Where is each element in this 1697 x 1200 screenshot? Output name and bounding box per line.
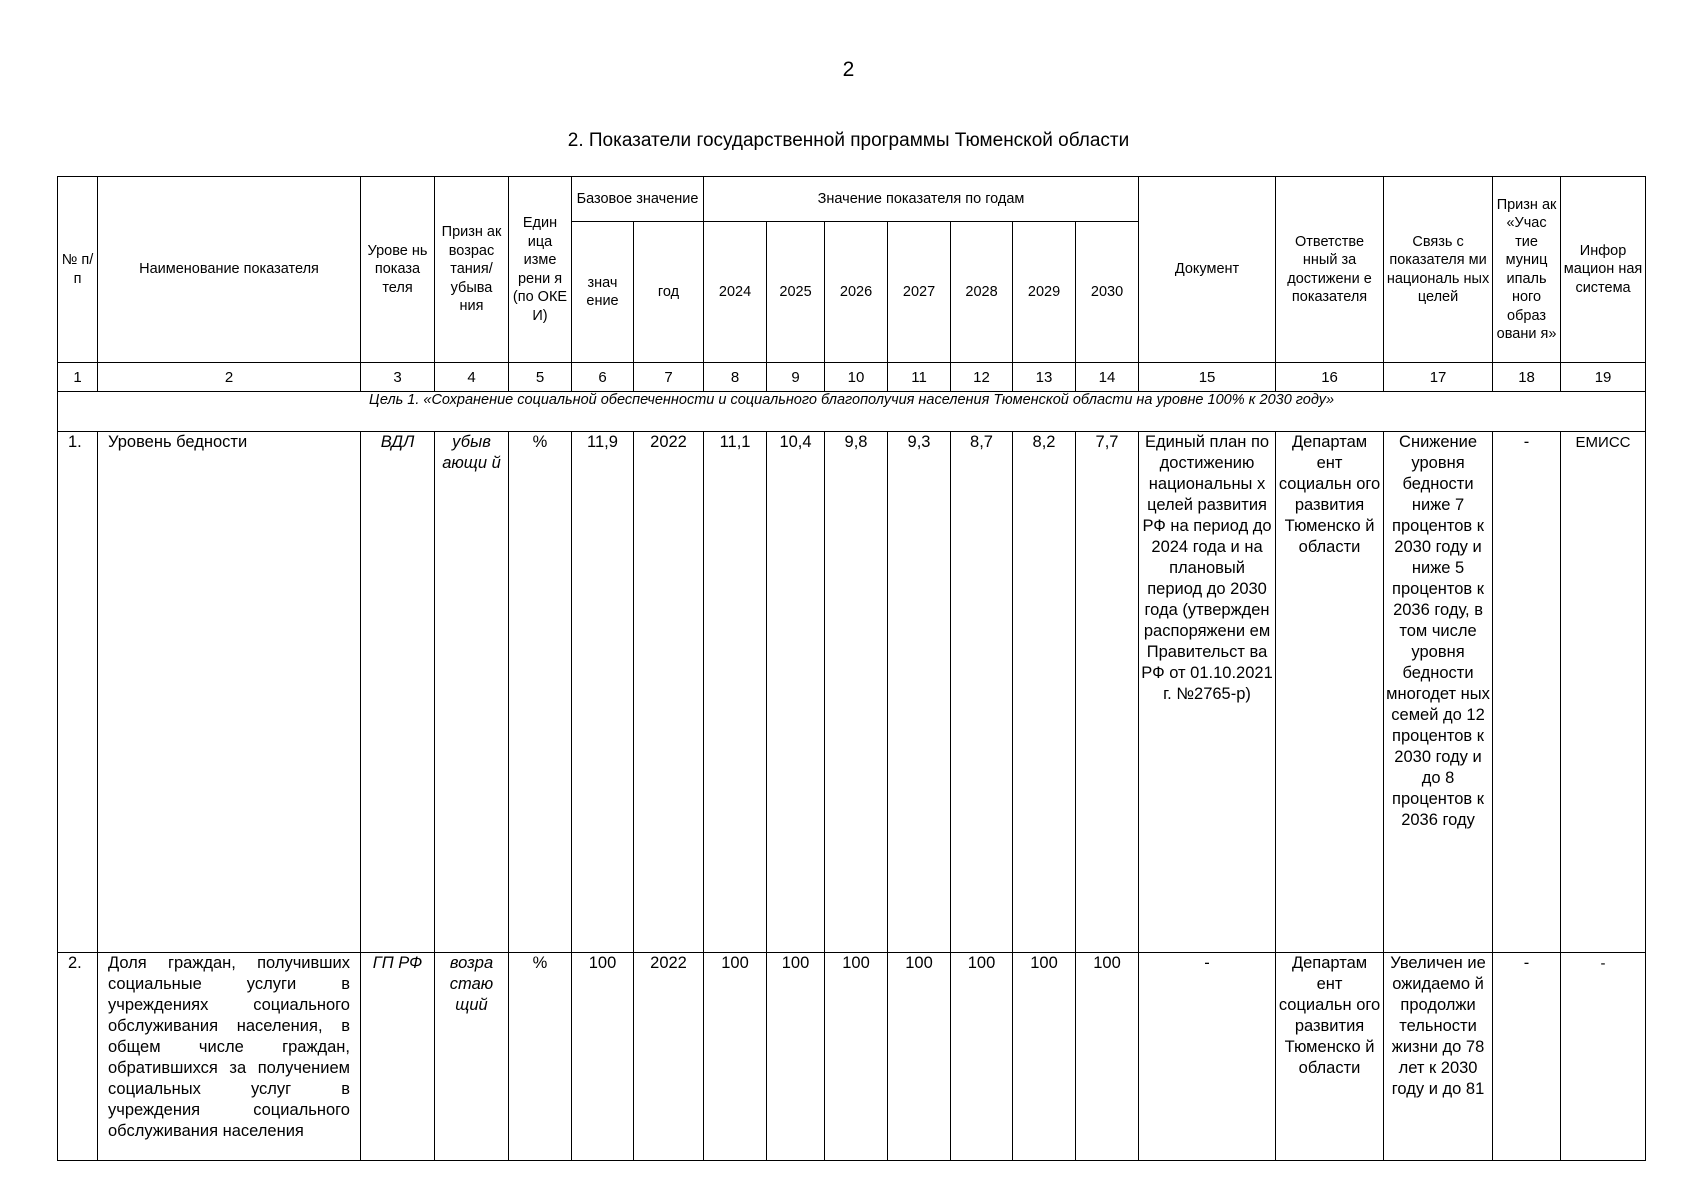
header-municipal: Призн ак «Учас тие муниц ипаль ного образ овани я»: [1493, 177, 1561, 363]
header-base-group: Базовое значение: [572, 177, 704, 222]
table-row: [58, 432, 1646, 953]
column-number: 9: [767, 363, 825, 392]
year-value: 10,4: [767, 432, 825, 953]
year-value: 100: [1013, 953, 1076, 1161]
column-numbers-row: [58, 363, 1646, 392]
header-no: № п/ п: [58, 177, 98, 363]
goal-row: [58, 392, 1646, 432]
header-unit: Един ица изме рени я (по ОКЕ И): [509, 177, 572, 363]
goal-text: Цель 1. «Сохранение социальной обеспеченности и социального благополучия населения Тюменской области на уровне 100% к 2030 году»: [58, 392, 1646, 432]
indicator-level: ГП РФ: [361, 953, 435, 1161]
header-year: 2027: [888, 222, 951, 363]
year-value: 100: [704, 953, 767, 1161]
column-number: 12: [951, 363, 1013, 392]
indicator-unit: %: [509, 432, 572, 953]
column-number: 8: [704, 363, 767, 392]
page-number: 2: [842, 58, 855, 81]
header-year: 2026: [825, 222, 888, 363]
information-system: -: [1561, 953, 1646, 1161]
base-value: 100: [572, 953, 634, 1161]
section-title: 2. Показатели государственной программы Тюменской области: [567, 130, 1130, 151]
indicator-unit: %: [509, 953, 572, 1161]
year-value: 100: [888, 953, 951, 1161]
year-value: 11,1: [704, 432, 767, 953]
information-system: ЕМИСС: [1561, 432, 1646, 953]
header-responsible: Ответстве нный за достижени е показателя: [1276, 177, 1384, 363]
national-goal-link: Снижение уровня бедности ниже 7 процентов к 2030 году и ниже 5 процентов к 2036 году, в том числе уровня бедности многодет ных семей до 12 процентов к 2030 году и до 8 процентов к 2036 году: [1384, 432, 1493, 953]
table-row: [58, 953, 1646, 1161]
document: Единый план по достижению национальны х целей развития РФ на период до 2024 года и на плановый период до 2030 года (утвержден распоряжени ем Правительст ва РФ от 01.10.2021 г. №2765-р): [1139, 432, 1276, 953]
column-number: 14: [1076, 363, 1139, 392]
column-number: 4: [435, 363, 509, 392]
responsible: Департам ент социальн ого развития Тюменско й области: [1276, 432, 1384, 953]
header-document: Документ: [1139, 177, 1276, 363]
header-link: Связь с показателя ми националь ных целей: [1384, 177, 1493, 363]
column-number: 3: [361, 363, 435, 392]
municipal-sign: -: [1493, 953, 1561, 1161]
year-value: 100: [1076, 953, 1139, 1161]
header-years-group: Значение показателя по годам: [704, 177, 1139, 222]
indicator-level: ВДЛ: [361, 432, 435, 953]
column-number: 18: [1493, 363, 1561, 392]
responsible: Департам ент социальн ого развития Тюменско й области: [1276, 953, 1384, 1161]
document: -: [1139, 953, 1276, 1161]
header-level: Урове нь показа теля: [361, 177, 435, 363]
indicator-name: Уровень бедности: [98, 432, 361, 953]
column-number: 7: [634, 363, 704, 392]
column-number: 6: [572, 363, 634, 392]
year-value: 7,7: [1076, 432, 1139, 953]
header-year: 2024: [704, 222, 767, 363]
column-number: 5: [509, 363, 572, 392]
indicator-sign: возра стаю щий: [435, 953, 509, 1161]
column-number: 13: [1013, 363, 1076, 392]
base-year: 2022: [634, 953, 704, 1161]
column-number: 19: [1561, 363, 1646, 392]
header-year: 2030: [1076, 222, 1139, 363]
header-system: Инфор мацион ная система: [1561, 177, 1646, 363]
indicator-name: Доля граждан, получивших социальные услуги в учреждениях социального обслуживания населения, в общем числе граждан, обратившихся за получением социальных услуг в учреждения социального обслуживания населения: [98, 953, 361, 1161]
column-number: 2: [98, 363, 361, 392]
year-value: 9,3: [888, 432, 951, 953]
header-year: 2028: [951, 222, 1013, 363]
column-number: 17: [1384, 363, 1493, 392]
year-value: 8,2: [1013, 432, 1076, 953]
row-number: 2.: [58, 953, 98, 1161]
header-sign: Призн ак возрас тания/ убыва ния: [435, 177, 509, 363]
indicator-sign: убыв ающи й: [435, 432, 509, 953]
header-base-year: год: [634, 222, 704, 363]
base-value: 11,9: [572, 432, 634, 953]
row-number: 1.: [58, 432, 98, 953]
year-value: 100: [767, 953, 825, 1161]
year-value: 100: [951, 953, 1013, 1161]
header-name: Наименование показателя: [98, 177, 361, 363]
column-number: 15: [1139, 363, 1276, 392]
year-value: 8,7: [951, 432, 1013, 953]
year-value: 9,8: [825, 432, 888, 953]
column-number: 11: [888, 363, 951, 392]
indicators-table: [57, 176, 1646, 1161]
header-year: 2025: [767, 222, 825, 363]
header-base-value: знач ение: [572, 222, 634, 363]
municipal-sign: -: [1493, 432, 1561, 953]
column-number: 1: [58, 363, 98, 392]
year-value: 100: [825, 953, 888, 1161]
column-number: 10: [825, 363, 888, 392]
header-year: 2029: [1013, 222, 1076, 363]
column-number: 16: [1276, 363, 1384, 392]
base-year: 2022: [634, 432, 704, 953]
national-goal-link: Увеличен ие ожидаемо й продолжи тельности жизни до 78 лет к 2030 году и до 81: [1384, 953, 1493, 1161]
